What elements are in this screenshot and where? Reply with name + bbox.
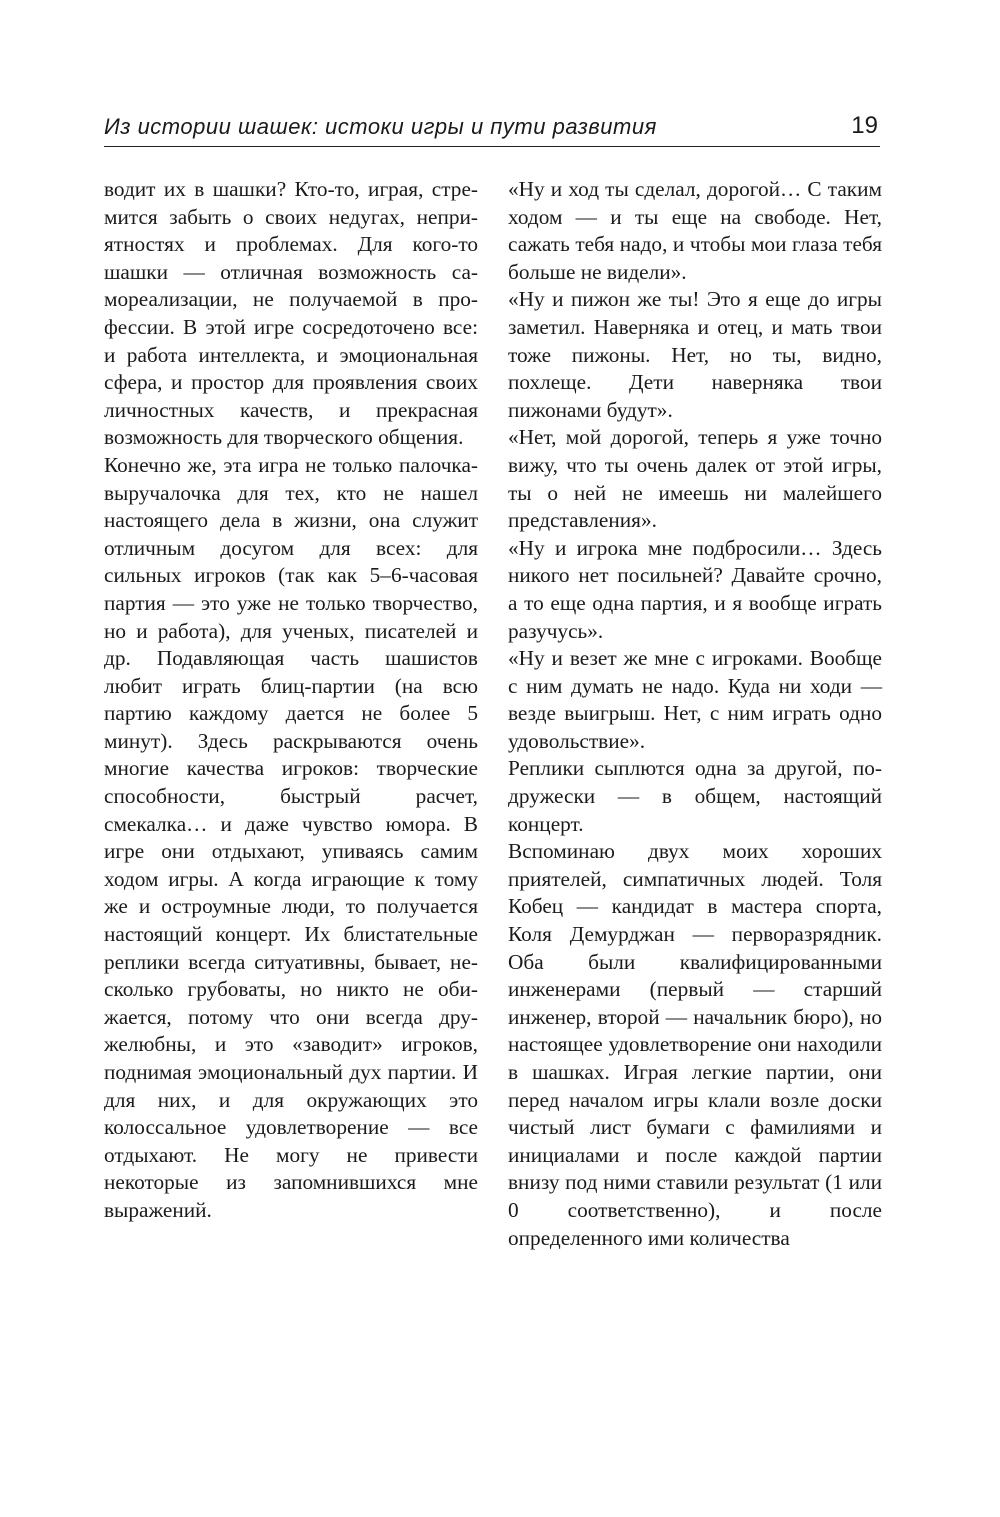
quote-paragraph: «Ну и везет же мне с игроками. Вообще с ним думать не надо. Куда ни ходи — везде выигрыш. Нет, с ним играть одно удовольствие». [508,646,882,753]
paragraph: Реплики сыплются одна за другой, по-дружески — в общем, настоящий концерт. [508,756,882,836]
quote-paragraph: «Ну и игрока мне подбросили… Здесь никого нет посильней? Давайте срочно, а то еще одна партия, и я вообще играть разучусь». [508,535,882,643]
chapter-title: Из истории шашек: истоки игры и пути развития [104,114,657,139]
left-column [104,176,478,1225]
quote-paragraph: «Нет, мой дорогой, теперь я уже точно вижу, что ты очень далек от этой игры, ты о ней не имеешь ни малейшего представления». [508,425,882,533]
page-number: 19 [851,112,878,139]
quote-paragraph: «Ну и ход ты сделал, дорогой… С таким ходом — и ты еще на свободе. Нет, сажать тебя надо, и чтобы мои глаза тебя больше не видели». [508,177,882,284]
running-header [104,110,880,147]
right-column [508,176,882,1252]
paragraph: Конечно же, эта игра не только палочка-выручалочка для тех, кто не нашел настоящего дела в жизни, она служит отличным досугом для всех: для сильных игроков (так как 5–6-часовая партия — это уже не только творчество, но и работа), для ученых, писателей и др. Подавляющая часть шашистов любит играть блиц-партии (на всю партию каждому дается не более 5 минут). Здесь раскрываются очень многие качества игроков: творческие способности, быстрый расчет, смекалка… и даже чувство юмора. В игре они отдыхают, упиваясь самим ходом игры. А когда играющие к тому же и остроумные люди, то получается настоящий концерт. Их блистательные реплики всегда ситуативны, бывает, несколько грубоваты, но никто не обижается, потому что они всегда дружелюбны, и это «заводит» игроков, поднимая эмоциональный дух партии. И для них, и для окружающих это колоссальное удовлетворение — все отдыхают. Не могу не привести некоторые из запомнившихся мне выражений. [104,452,478,1222]
paragraph: Вспоминаю двух моих хороших приятелей, симпатичных людей. Толя Кобец — кандидат в мастера спорта, Коля Демурджан — перворазрядник. Оба были квалифицированными инженерами (первый — старший инженер, второй — начальник бюро), но настоящее удовлетворение они находили в шашках. Играя легкие партии, они перед началом игры клали возле доски чистый лист бумаги с фамилиями и инициалами и после каждой партии внизу под ними ставили результат (1 или 0 соответственно), и после определенного ими количества [508,839,882,1250]
paragraph: водит их в шашки? Кто-то, играя, стремится забыть о своих недугах, неприятностях и проблемах. Для кого-то шашки — отличная возможность самореализации, не получаемой в профессии. В этой игре сосредоточено все: и работа интеллекта, и эмоциональная сфера, и простор для проявления своих личностных качеств, и прекрасная возможность для творческого общения. [104,177,478,450]
quote-paragraph: «Ну и пижон же ты! Это я еще до игры заметил. Наверняка и отец, и мать твои тоже пижоны. Нет, но ты, видно, похлеще. Дети наверняка твои пижонами будут». [508,287,882,422]
